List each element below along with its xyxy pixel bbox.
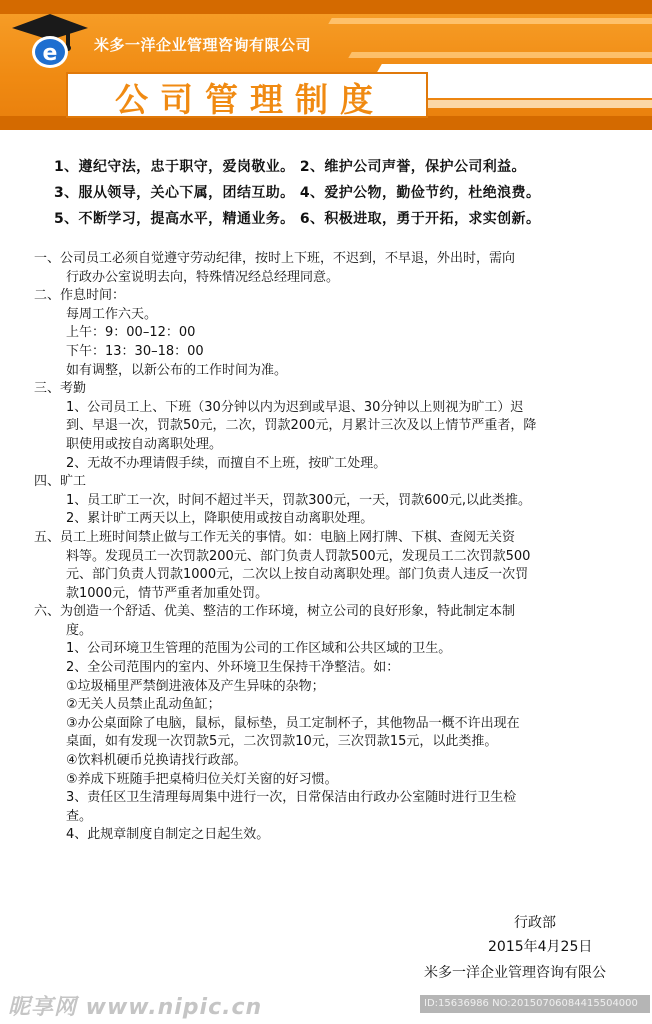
graduation-cap-e-logo-icon <box>6 8 94 70</box>
text-line: 一、公司员工必须自觉遵守劳动纪律，按时上下班，不迟到，不早退，外出时，需向 <box>34 251 516 266</box>
signature-date: 2015年4月25日 <box>488 939 593 955</box>
text-line: 下午：13：30–18：00 <box>66 343 204 359</box>
text-line: 到、早退一次，罚款50元，二次，罚款200元，月累计三次及以上情节严重者，降 <box>66 418 537 434</box>
list-item: 4、此规章制度自制定之日起生效。 <box>66 827 270 843</box>
text-line: 度。 <box>66 622 93 638</box>
text-line: 料等。发现员工一次罚款200元、部门负责人罚款500元，发现员工二次罚款500 <box>66 548 531 564</box>
list-item: 2、全公司范围内的室内、外环境卫生保持干净整洁。如： <box>66 660 400 676</box>
text-line: 五、员工上班时间禁止做与工作无关的事情。如：电脑上网打牌、下棋、查阅无关资 <box>34 529 516 545</box>
rules-content <box>34 250 646 845</box>
text-line: 行政办公室说明去向，特殊情况经总经理同意。 <box>66 269 340 285</box>
section-environment <box>34 603 646 845</box>
text-line: 上午：9：00–12：00 <box>66 325 196 341</box>
text-line: 职使用或按自动离职处理。 <box>66 436 223 452</box>
motto-line: 3、服从领导，关心下属，团结互助。 4、爱护公物，勤俭节约，杜绝浪费。 <box>54 185 541 201</box>
section-heading: 四、旷工 <box>34 474 87 490</box>
list-item: ①垃圾桶里严禁倒进液体及产生异味的杂物； <box>66 678 325 694</box>
motto-line: 1、遵纪守法，忠于职守，爱岗敬业。 2、维护公司声誉，保护公司利益。 <box>54 159 526 175</box>
text-line: 每周工作六天。 <box>66 306 158 322</box>
signature-company: 米多一洋企业管理咨询有限公 <box>424 965 606 981</box>
list-item: ②无关人员禁止乱动鱼缸； <box>66 697 221 713</box>
section-discipline <box>34 250 646 287</box>
list-item: 桌面，如有发现一次罚款5元，二次罚款10元，三次罚款15元，以此类推。 <box>66 734 498 750</box>
watermark-site: 昵享网 www.nipic.cn <box>8 995 263 1020</box>
text-line: 1、公司员工上、下班（30分钟以内为迟到或早退、30分钟以上则视为旷工）迟 <box>66 399 524 415</box>
section-work-conduct <box>34 529 646 603</box>
list-item: 3、责任区卫生清理每周集中进行一次，日常保洁由行政办公室随时进行卫生检 <box>66 790 517 806</box>
watermark-id: ID:15636986 NO:20150706084415504000 <box>420 995 650 1013</box>
company-name: 米多一洋企业管理咨询有限公司 <box>94 36 312 54</box>
svg-text:e: e <box>42 41 58 66</box>
signature-dept: 行政部 <box>514 915 556 931</box>
text-line: 款1000元，情节严重者加重处罚。 <box>66 585 269 601</box>
header-stripe <box>328 18 652 24</box>
section-heading: 二、作息时间： <box>34 288 126 304</box>
header-stripe <box>0 0 652 14</box>
list-item: 1、公司环境卫生管理的范围为公司的工作区域和公共区域的卫生。 <box>66 641 452 657</box>
list-item: ④饮料机硬币兑换请找行政部。 <box>66 753 247 769</box>
list-item: 查。 <box>66 808 93 824</box>
motto-list <box>54 154 646 232</box>
header-banner <box>0 0 652 130</box>
motto-line: 5、不断学习，提高水平，精通业务。 6、积极进取，勇于开拓，求实创新。 <box>54 211 541 227</box>
text-line: 2、无故不办理请假手续，而擅自不上班，按旷工处理。 <box>66 455 387 471</box>
text-line: 1、员工旷工一次，时间不超过半天，罚款300元，一天，罚款600元,以此类推。 <box>66 492 532 508</box>
section-absenteeism <box>34 473 646 529</box>
section-attendance <box>34 380 646 473</box>
header-stripe <box>348 52 652 58</box>
text-line: 如有调整，以新公布的工作时间为准。 <box>66 362 288 378</box>
list-item: ⑤养成下班随手把桌椅归位关灯关窗的好习惯。 <box>66 771 338 787</box>
section-heading: 三、考勤 <box>34 381 87 397</box>
text-line: 六、为创造一个舒适、优美、整洁的工作环境，树立公司的良好形象，特此制定本制 <box>34 604 516 620</box>
text-line: 2、累计旷工两天以上，降职使用或按自动离职处理。 <box>66 511 374 527</box>
page-title: 公司管理制度 <box>115 80 385 119</box>
text-line: 元、部门负责人罚款1000元，二次以上按自动离职处理。部门负责人违反一次罚 <box>66 567 529 583</box>
list-item: ③办公桌面除了电脑，鼠标，鼠标垫，员工定制杯子，其他物品一概不许出现在 <box>66 715 520 731</box>
section-work-hours <box>34 287 646 380</box>
